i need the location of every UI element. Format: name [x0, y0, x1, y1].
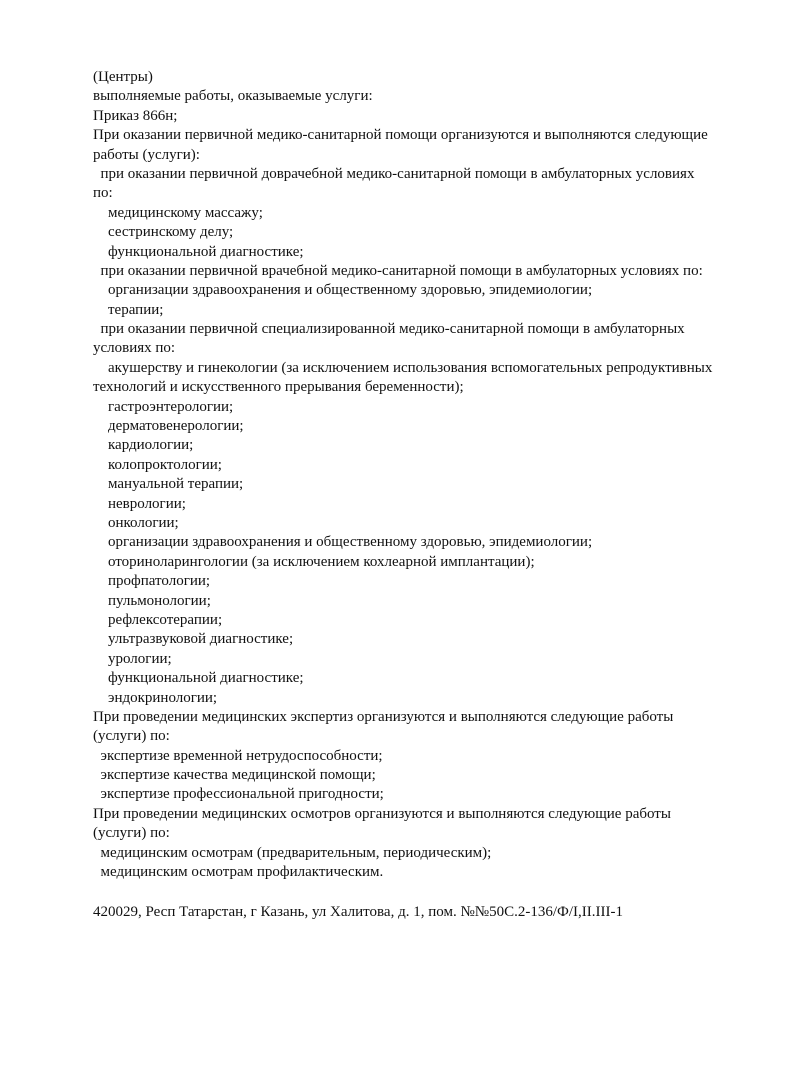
text-line: При проведении медицинских осмотров организуются и выполняются следующие работы — [93, 805, 671, 822]
text-line: терапии; — [93, 301, 164, 318]
text-line: (услуги) по: — [93, 728, 170, 745]
text-line: гастроэнтерологии; — [93, 398, 234, 415]
text-line: профпатологии; — [93, 573, 211, 590]
text-line: онкологии; — [93, 514, 179, 531]
text-line: дерматовенерологии; — [93, 418, 244, 435]
address-line: 420029, Респ Татарстан, г Казань, ул Халитова, д. 1, пом. №№50С.2-136/Ф/I,II.III-1 — [93, 904, 623, 920]
text-line: эндокринологии; — [93, 689, 218, 706]
text-line: технологий и искусственного прерывания беременности); — [93, 379, 464, 396]
text-line: при оказании первичной врачебной медико-санитарной помощи в амбулаторных условиях по: — [93, 262, 703, 279]
text-line: при оказании первичной доврачебной медико-санитарной помощи в амбулаторных условиях — [93, 165, 695, 182]
text-line: медицинским осмотрам (предварительным, периодическим); — [93, 844, 492, 861]
text-line: пульмонологии; — [93, 592, 211, 609]
text-line: мануальной терапии; — [93, 476, 244, 493]
text-line: медицинским осмотрам профилактическим. — [93, 864, 384, 881]
text-line: условиях по: — [93, 340, 176, 357]
text-line: (услуги) по: — [93, 825, 170, 842]
text-line: функциональной диагностике; — [93, 243, 304, 260]
text-line: экспертизе качества медицинской помощи; — [93, 767, 376, 784]
text-line: работы (услуги): — [93, 146, 200, 163]
text-line: кардиологии; — [93, 437, 194, 454]
text-line: ультразвуковой диагностике; — [93, 631, 294, 648]
text-line: сестринскому делу; — [93, 224, 234, 241]
text-line: урологии; — [93, 650, 172, 667]
text-line: акушерству и гинекологии (за исключением использования вспомогательных репродуктивных — [93, 359, 713, 376]
license-works-list — [93, 68, 773, 882]
text-line: неврологии; — [93, 495, 186, 512]
text-line: функциональной диагностике; — [93, 670, 304, 687]
text-line: оториноларингологии (за исключением кохлеарной имплантации); — [93, 553, 535, 570]
text-line: экспертизе профессиональной пригодности; — [93, 786, 384, 803]
text-line: организации здравоохранения и общественному здоровью, эпидемиологии; — [93, 282, 593, 299]
text-line: выполняемые работы, оказываемые услуги: — [93, 88, 373, 105]
text-line: организации здравоохранения и общественному здоровью, эпидемиологии; — [93, 534, 593, 551]
text-line: (Центры) — [93, 69, 153, 85]
text-line: рефлексотерапии; — [93, 611, 223, 628]
text-line: при оказании первичной специализированной медико-санитарной помощи в амбулаторных — [93, 321, 685, 338]
text-line: колопроктологии; — [93, 456, 222, 473]
text-line: экспертизе временной нетрудоспособности; — [93, 747, 383, 764]
text-line: медицинскому массажу; — [93, 204, 263, 221]
text-line: по: — [93, 185, 113, 202]
text-line: При проведении медицинских экспертиз организуются и выполняются следующие работы — [93, 708, 674, 725]
text-line: При оказании первичной медико-санитарной помощи организуются и выполняются следующие — [93, 127, 708, 144]
text-line: Приказ 866н; — [93, 107, 178, 124]
